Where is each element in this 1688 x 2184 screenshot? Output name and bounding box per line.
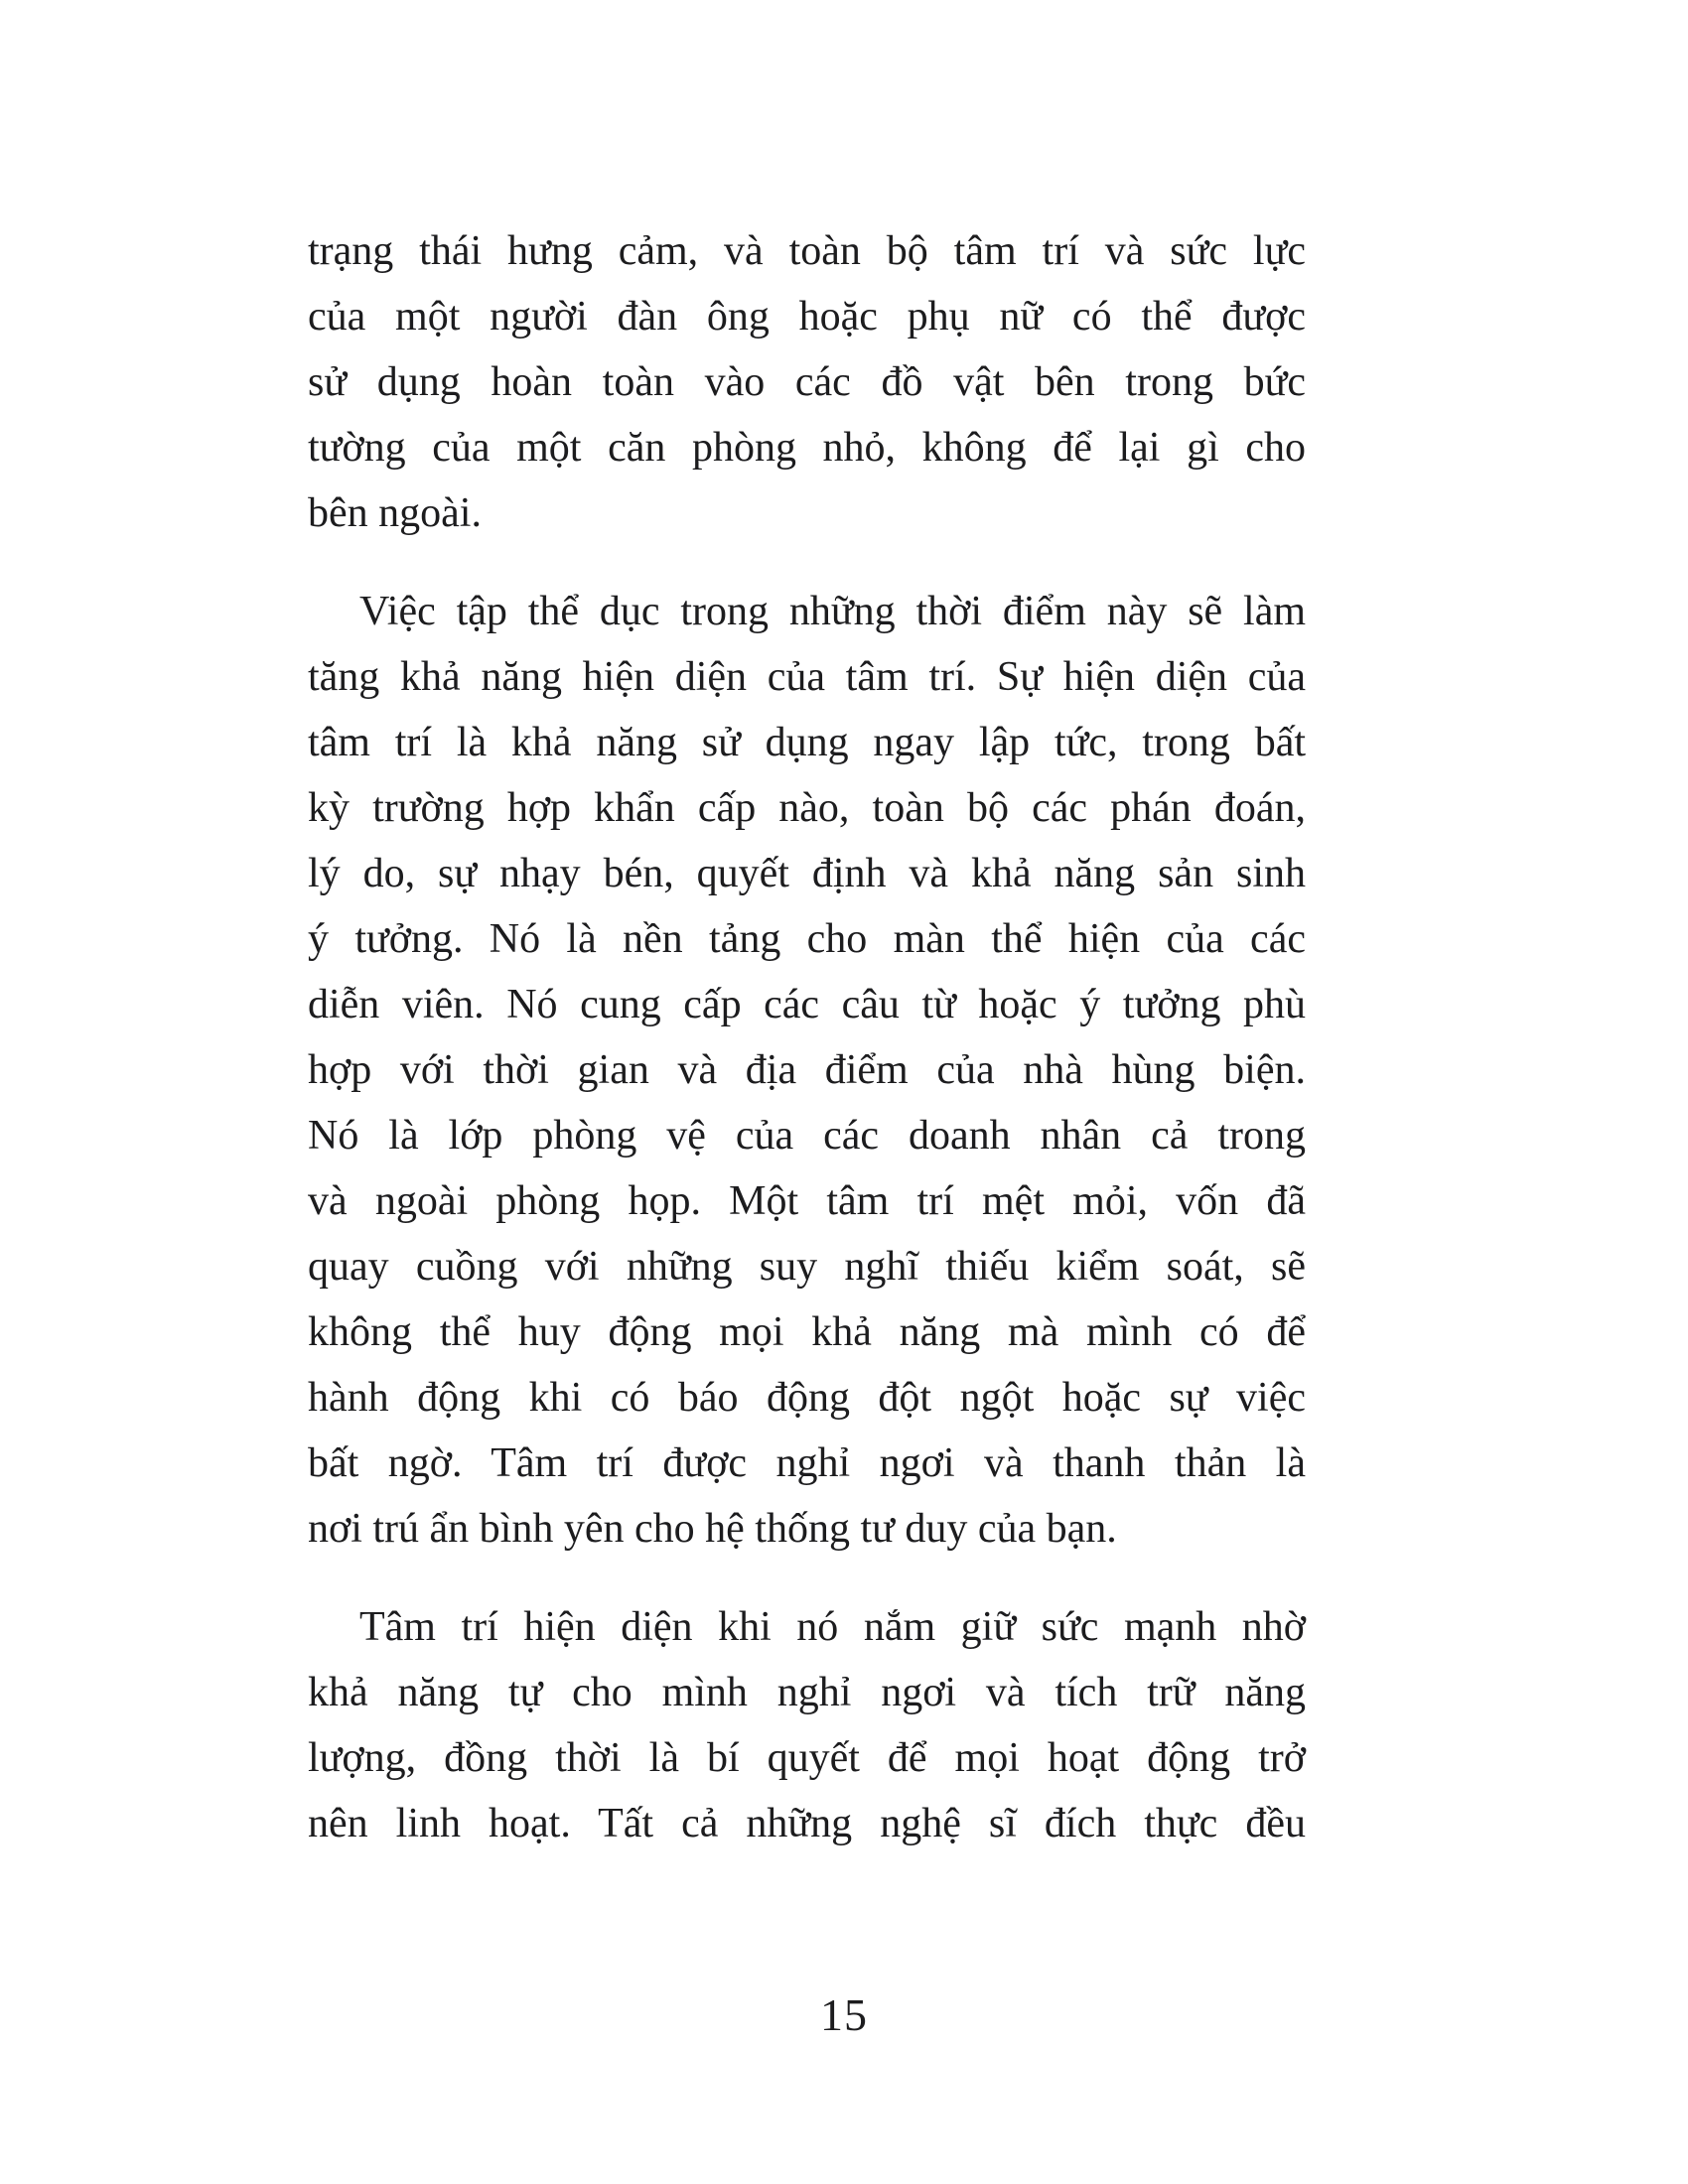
text-line: tâm trí là khả năng sử dụng ngay lập tức, trong bất (308, 720, 1306, 765)
text-line: nơi trú ẩn bình yên cho hệ thống tư duy của bạn. (308, 1506, 1117, 1552)
text-line: tăng khả năng hiện diện của tâm trí. Sự hiện diện của (308, 654, 1306, 700)
text-line: ý tưởng. Nó là nền tảng cho màn thể hiện của các (308, 916, 1306, 962)
text-line: nên linh hoạt. Tất cả những nghệ sĩ đích thực đều (308, 1801, 1306, 1846)
text-line: hành động khi có báo động đột ngột hoặc sự việc (308, 1375, 1306, 1421)
text-line: lý do, sự nhạy bén, quyết định và khả năng sản sinh (308, 851, 1306, 896)
text-line: trạng thái hưng cảm, và toàn bộ tâm trí và sức lực (308, 228, 1306, 274)
paragraph (308, 579, 1306, 1562)
text-line: kỳ trường hợp khẩn cấp nào, toàn bộ các phán đoán, (308, 785, 1306, 831)
text-line: hợp với thời gian và địa điểm của nhà hùng biện. (308, 1047, 1306, 1093)
text-line: Tâm trí hiện diện khi nó nắm giữ sức mạnh nhờ (359, 1604, 1306, 1650)
text-line: sử dụng hoàn toàn vào các đồ vật bên trong bức (308, 359, 1306, 405)
text-line: Việc tập thể dục trong những thời điểm này sẽ làm (359, 589, 1306, 634)
text-line: lượng, đồng thời là bí quyết để mọi hoạt động trở (308, 1735, 1306, 1781)
paragraph (308, 1594, 1306, 1856)
paragraph (308, 218, 1306, 546)
text-line: bên ngoài. (308, 490, 482, 536)
text-line: và ngoài phòng họp. Một tâm trí mệt mỏi, vốn đã (308, 1178, 1306, 1224)
text-line: của một người đàn ông hoặc phụ nữ có thể được (308, 294, 1306, 340)
text-line: Nó là lớp phòng vệ của các doanh nhân cả trong (308, 1113, 1306, 1159)
text-line: quay cuồng với những suy nghĩ thiếu kiểm soát, sẽ (308, 1244, 1306, 1290)
page-text (308, 218, 1306, 1889)
text-line: bất ngờ. Tâm trí được nghỉ ngơi và thanh thản là (308, 1440, 1306, 1486)
page-number: 15 (820, 1989, 868, 2040)
text-line: diễn viên. Nó cung cấp các câu từ hoặc ý tưởng phù (308, 982, 1306, 1027)
text-line: không thể huy động mọi khả năng mà mình có để (308, 1309, 1306, 1355)
text-line: khả năng tự cho mình nghỉ ngơi và tích trữ năng (308, 1670, 1306, 1715)
text-line: tường của một căn phòng nhỏ, không để lại gì cho (308, 425, 1306, 471)
